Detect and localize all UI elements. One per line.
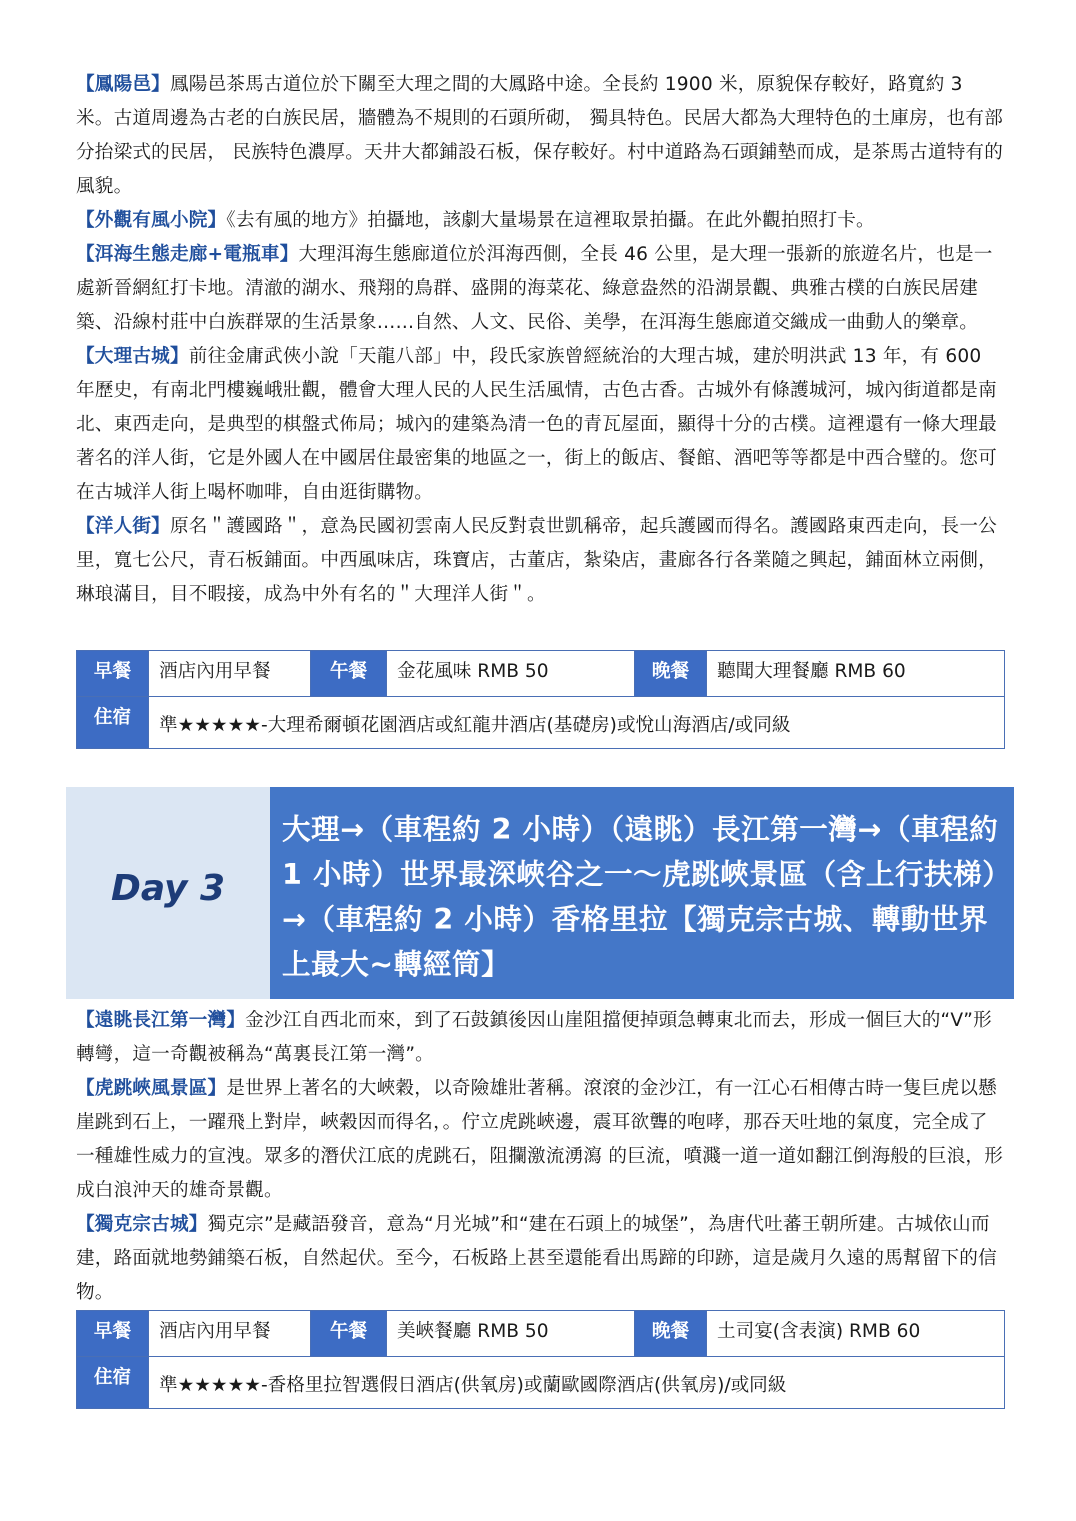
hotel-label: 住宿 bbox=[77, 1357, 149, 1409]
section-youfeng-courtyard bbox=[76, 204, 1004, 238]
lunch-label: 午餐 bbox=[311, 651, 387, 697]
hotel-value: 準★★★★★-香格里拉智選假日酒店(供氧房)或蘭歐國際酒店(供氧房)/或同級 bbox=[149, 1357, 1005, 1409]
dinner-label: 晚餐 bbox=[635, 651, 707, 697]
section-body: 是世界上著名的大峽穀，以奇險雄壯著稱。滾滾的金沙江，有一江心石相傳古時一隻巨虎以懸崖跳到石上，一躍飛上對岸，峽穀因而得名，。佇立虎跳峽邊，震耳欲聾的咆哮，那吞天吐地的氣度，完全成了一種雄性威力的宣洩。眾多的潛伏江底的虎跳石，阻攔激流湧瀉 的巨流，噴濺一道一道如翻江倒海般的巨浪，形成白浪沖天的雄奇景觀。 bbox=[76, 1078, 1004, 1201]
day-route: 大理→（車程約 2 小時）（遠眺）長江第一灣→（車程約 1 小時）世界最深峽谷之一～虎跳峽景區（含上行扶梯）→（車程約 2 小時）香格里拉【獨克宗古城、轉動世界上最大~轉經筒】 bbox=[270, 787, 1014, 999]
day3-meals-table bbox=[76, 1310, 1004, 1409]
breakfast-label: 早餐 bbox=[77, 651, 149, 697]
section-title: 【鳳陽邑】 bbox=[76, 74, 170, 95]
section-tiger-leaping-gorge bbox=[76, 1072, 1004, 1208]
breakfast-value: 酒店內用早餐 bbox=[149, 651, 311, 697]
section-body: 金沙江自西北而來，到了石鼓鎮後因山崖阻擋便掉頭急轉東北而去，形成一個巨大的“V”形轉彎，這一奇觀被稱為“萬裏長江第一灣”。 bbox=[76, 1010, 992, 1065]
dinner-label: 晚餐 bbox=[635, 1311, 707, 1357]
section-body: 鳳陽邑茶馬古道位於下關至大理之間的大鳳路中途。全長約 1900 米，原貌保存較好，路寬約 3 米。古道周邊為古老的白族民居，牆體為不規則的石頭所砌， 獨具特色。民居大都為大理特色的土庫房，也有部分抬梁式的民居， 民族特色濃厚。天井大都鋪設石板，保存較好。村中道路為石頭鋪墊而成，是茶馬古道特有的風貌。 bbox=[76, 74, 1004, 197]
section-body: 前往金庸武俠小說「天龍八部」中，段氏家族曾經統治的大理古城，建於明洪武 13 年，有 600 年歷史，有南北門樓巍峨壯觀，體會大理人民的人民生活風情，古色古香。古城外有條護城河，城內街道都是南北、東西走向，是典型的棋盤式佈局；城內的建築為清一色的青瓦屋面，顯得十分的古樸。這裡還有一條大理最著名的洋人街，它是外國人在中國居住最密集的地區之一，街上的飯店、餐館、酒吧等等都是中西合璧的。您可在古城洋人街上喝杯咖啡，自由逛街購物。 bbox=[76, 346, 997, 503]
section-title: 【洋人街】 bbox=[76, 516, 170, 537]
section-foreigner-street bbox=[76, 510, 1004, 612]
dinner-value: 聽聞大理餐廳 RMB 60 bbox=[707, 651, 1005, 697]
hotel-label: 住宿 bbox=[77, 697, 149, 749]
section-title: 【洱海生態走廊+電瓶車】 bbox=[76, 244, 299, 265]
meals-row bbox=[77, 1311, 1005, 1357]
lunch-value: 金花風味 RMB 50 bbox=[387, 651, 635, 697]
section-first-bend bbox=[76, 1004, 1004, 1072]
section-dukezong bbox=[76, 1208, 1004, 1310]
section-title: 【虎跳峽風景區】 bbox=[76, 1078, 227, 1099]
hotel-row bbox=[77, 1357, 1005, 1409]
meals-row bbox=[77, 651, 1005, 697]
day-label: Day 3 bbox=[110, 867, 226, 909]
lunch-label: 午餐 bbox=[311, 1311, 387, 1357]
day2-sections bbox=[76, 68, 1004, 612]
lunch-value: 美峽餐廳 RMB 50 bbox=[387, 1311, 635, 1357]
section-title: 【外觀有風小院】 bbox=[76, 210, 227, 231]
day2-meals-table bbox=[76, 650, 1004, 749]
section-body: 獨克宗”是藏語發音，意為“月光城”和“建在石頭上的城堡”，為唐代吐蕃王朝所建。古城依山而建，路面就地勢鋪築石板，自然起伏。至今，石板路上甚至還能看出馬蹄的印跡，這是歲月久遠的馬幫留下的信物。 bbox=[76, 1214, 997, 1303]
day3-banner bbox=[66, 787, 1014, 999]
section-title: 【大理古城】 bbox=[76, 346, 189, 367]
hotel-row bbox=[77, 697, 1005, 749]
day3-sections bbox=[76, 1004, 1004, 1310]
dinner-value: 土司宴(含表演) RMB 60 bbox=[707, 1311, 1005, 1357]
section-fengyangyi bbox=[76, 68, 1004, 204]
section-body: 大理洱海生態廊道位於洱海西側，全長 46 公里，是大理一張新的旅遊名片，也是一處新晉網紅打卡地。清澈的湖水、飛翔的鳥群、盛開的海菜花、綠意盎然的沿湖景觀、典雅古樸的白族民居建築、沿線村莊中白族群眾的生活景象……自然、人文、民俗、美學，在洱海生態廊道交織成一曲動人的樂章。 bbox=[76, 244, 993, 333]
section-dali-old-town bbox=[76, 340, 1004, 510]
breakfast-value: 酒店內用早餐 bbox=[149, 1311, 311, 1357]
breakfast-label: 早餐 bbox=[77, 1311, 149, 1357]
section-body: 原名＂護國路＂，意為民國初雲南人民反對袁世凱稱帝，起兵護國而得名。護國路東西走向，長一公里，寬七公尺，青石板鋪面。中西風味店，珠寶店，古董店，紮染店，畫廊各行各業隨之興起，鋪面林立兩側，琳琅滿目，目不暇接，成為中外有名的＂大理洋人街＂。 bbox=[76, 516, 997, 605]
hotel-value: 準★★★★★-大理希爾頓花園酒店或紅龍井酒店(基礎房)或悅山海酒店/或同級 bbox=[149, 697, 1005, 749]
section-title: 【獨克宗古城】 bbox=[76, 1214, 208, 1235]
section-title: 【遠眺長江第一灣】 bbox=[76, 1010, 246, 1031]
section-body: 《去有風的地方》拍攝地，該劇大量場景在這裡取景拍攝。在此外觀拍照打卡。 bbox=[226, 210, 875, 231]
section-erhai-corridor bbox=[76, 238, 1004, 340]
